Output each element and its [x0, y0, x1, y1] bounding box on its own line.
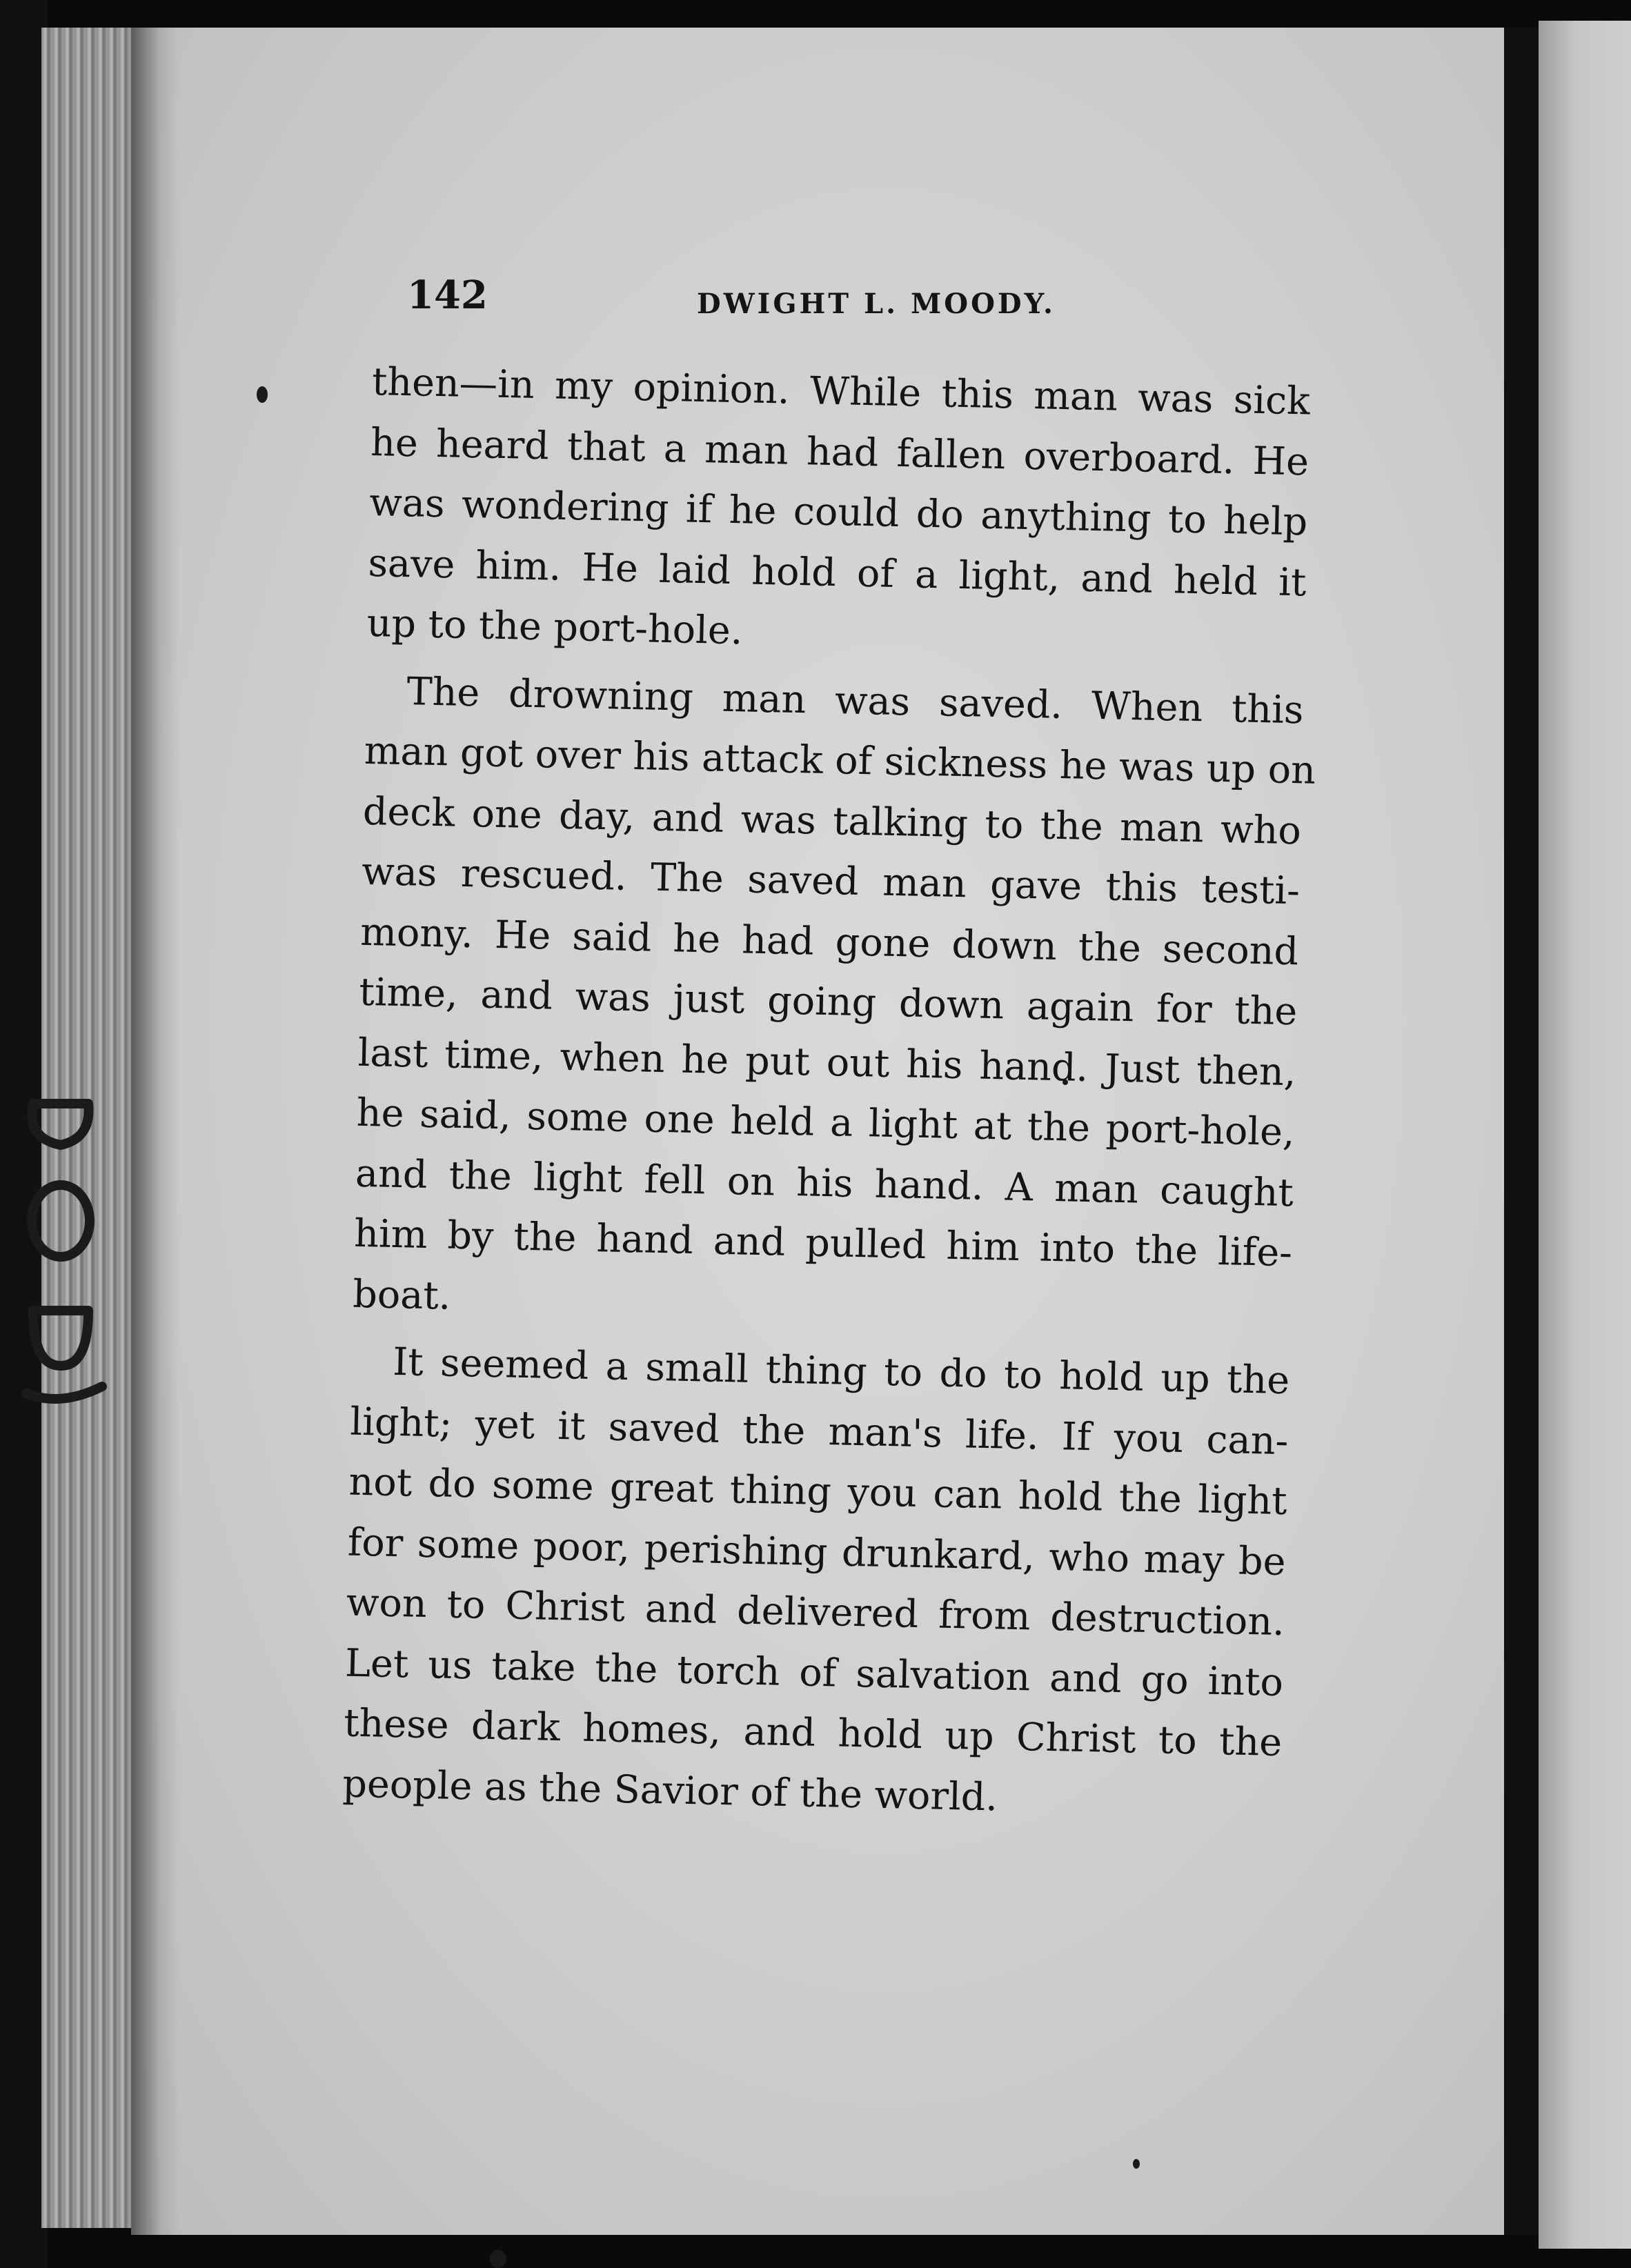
text-line: light; yet it saved the man's life. If you can-: [349, 1399, 1289, 1464]
text-line: and the light fell on his hand. A man caught: [355, 1151, 1294, 1215]
text-line: man got over his attack of sickness he was up on: [364, 728, 1316, 793]
ink-speck: [1133, 2159, 1140, 2169]
paragraph: [352, 660, 1316, 1344]
body-text: [342, 352, 1316, 1840]
binding-shadow: [1504, 28, 1539, 2235]
ink-speck: [257, 386, 268, 403]
text-line: The drowning man was saved. When this: [406, 668, 1305, 733]
paragraph: [342, 1331, 1290, 1833]
ink-speck: [490, 2250, 506, 2268]
text-line: was wondering if he could do anything to help: [368, 479, 1308, 545]
text-line: boat.: [352, 1271, 452, 1319]
paragraph: [366, 352, 1311, 673]
text-line: won to Christ and delivered from destruction.: [346, 1580, 1285, 1645]
text-line: last time, when he put out his hand. Just then,: [357, 1030, 1297, 1095]
page-gutter-shadow: [131, 28, 179, 2235]
text-line: deck one day, and was talking to the man who: [362, 788, 1302, 853]
adjacent-page-edge: [1539, 21, 1631, 2249]
text-line: he heard that a man had fallen overboard. He: [370, 419, 1309, 484]
text-line: for some poor, perishing drunkard, who may be: [347, 1520, 1287, 1584]
text-line: It seemed a small thing to do to hold up the: [392, 1339, 1290, 1404]
edge-stamp-logo: [6, 1062, 109, 1421]
text-line: mony. He said he had gone down the second: [359, 909, 1299, 974]
text-line: up to the port-hole.: [366, 600, 744, 654]
text-line: Let us take the torch of salvation and go into: [344, 1640, 1284, 1705]
text-line: him by the hand and pulled him into the life-: [353, 1211, 1293, 1276]
text-line: people as the Savior of the world.: [342, 1761, 998, 1820]
text-line: not do some great thing you can hold the light: [348, 1459, 1288, 1524]
text-line: time, and was just going down again for the: [358, 969, 1298, 1035]
running-head: [407, 272, 1407, 328]
text-line: was rescued. The saved man gave this testi-: [361, 848, 1301, 914]
text-line: save him. He laid hold of a light, and held it: [367, 540, 1307, 605]
page-number: 142: [407, 272, 488, 318]
text-line: these dark homes, and hold up Christ to the: [343, 1700, 1283, 1766]
text-line: he said, some one held a light at the port-hole,: [356, 1090, 1296, 1155]
text-line: then—in my opinion. While this man was sick: [371, 359, 1311, 424]
running-title: DWIGHT L. MOODY.: [697, 288, 1056, 320]
